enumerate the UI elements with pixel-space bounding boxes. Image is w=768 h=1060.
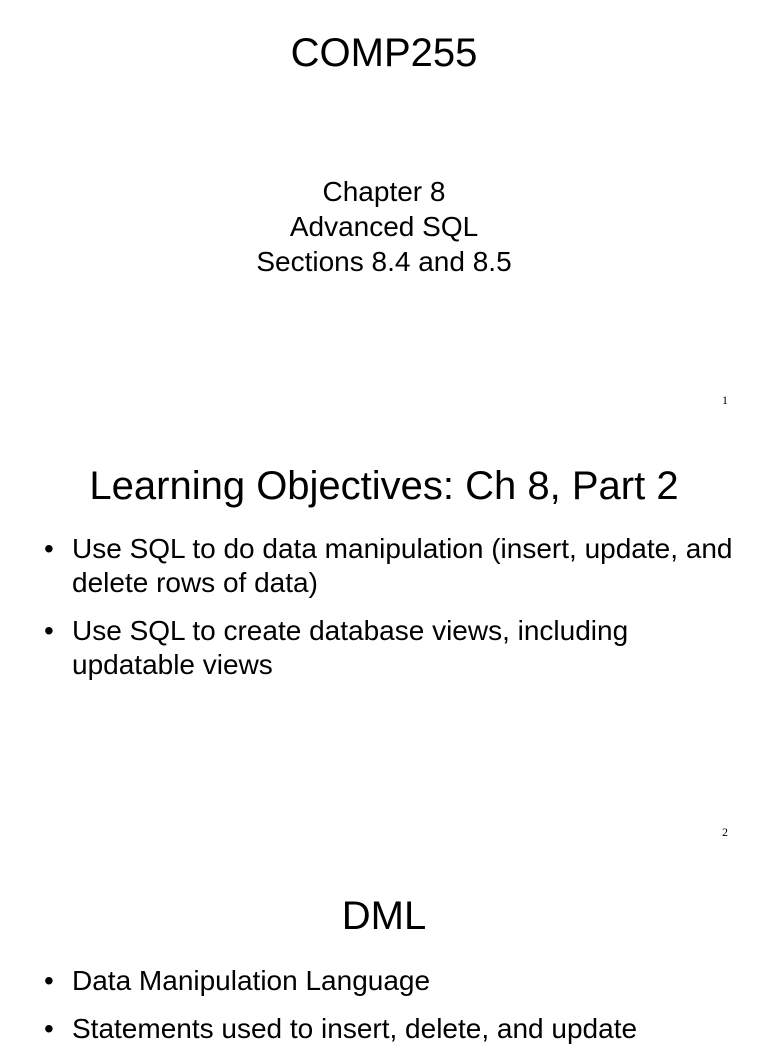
subtitle-line-topic: Advanced SQL xyxy=(289,211,479,242)
list-item xyxy=(44,614,744,682)
bullet-icon: • xyxy=(44,615,54,646)
bullet-icon: • xyxy=(44,965,54,996)
bullet-text: Statements used to insert, delete, and update xyxy=(72,1013,638,1044)
subtitle-line-sections: Sections 8.4 and 8.5 xyxy=(256,246,512,277)
slide-2-bullet-list xyxy=(44,532,744,696)
bullet-icon: • xyxy=(44,1013,54,1044)
slide-3-bullet-list xyxy=(44,964,744,1060)
bullet-text: Data Manipulation Language xyxy=(72,965,431,996)
slide-2-title: Learning Objectives: Ch 8, Part 2 xyxy=(89,464,679,508)
slide-1-subtitle xyxy=(0,174,768,279)
slide-3 xyxy=(0,864,768,1044)
bullet-text: Use SQL to do data manipulation (insert, update, and delete rows of data) xyxy=(72,533,733,598)
bullet-icon: • xyxy=(44,533,54,564)
slide-1 xyxy=(0,0,768,432)
list-item xyxy=(44,964,744,998)
slide-1-page-number: 1 xyxy=(722,393,728,407)
slide-2-page-number: 2 xyxy=(722,825,728,839)
list-item xyxy=(44,532,744,600)
slide-3-title: DML xyxy=(341,894,427,938)
subtitle-line-chapter: Chapter 8 xyxy=(322,176,446,207)
slide-2 xyxy=(0,432,768,864)
bullet-text: Use SQL to create database views, including updatable views xyxy=(72,615,629,680)
list-item xyxy=(44,1012,744,1046)
slide-1-title: COMP255 xyxy=(290,31,478,75)
